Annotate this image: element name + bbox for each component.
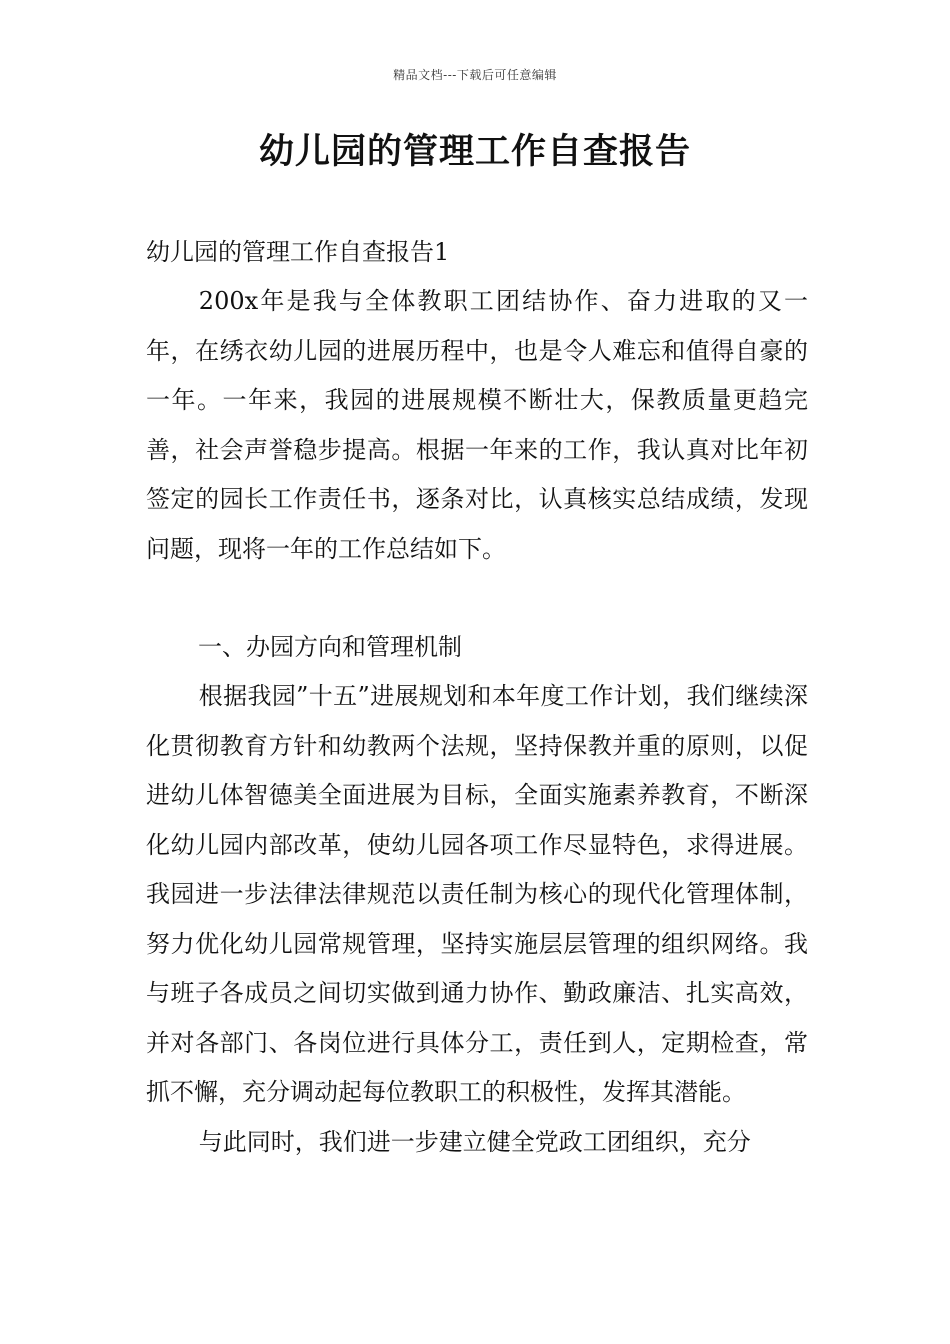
- section-heading-1: 一、办园方向和管理机制: [198, 633, 462, 661]
- section1-paragraph-2: 与此同时，我们进一步建立健全党政工团组织，充分: [198, 1127, 751, 1156]
- intro-paragraph: 200x年是我与全体教职工团结协作、奋力进取的又一年，在绣衣幼儿园的进展历程中，也是令人难忘和值得自豪的一年。一年来，我园的进展规模不断壮大，保教质量更趋完善，社会声誉稳步提高。根据一年来的工作，我认真对比年初签定的园长工作责任书，逐条对比，认真核实总结成绩，发现问题，现将一年的工作总结如下。: [146, 287, 808, 563]
- paragraph-gap: [146, 574, 808, 623]
- header-note: 精品文档---下载后可任意编辑: [393, 68, 557, 82]
- document-body: [146, 228, 808, 1167]
- document-title: 幼儿园的管理工作自查报告: [258, 131, 691, 172]
- report-subtitle: 幼儿园的管理工作自查报告1: [146, 238, 450, 266]
- section1-paragraph-1: 根据我园”十五”进展规划和本年度工作计划，我们继续深化贯彻教育方针和幼教两个法规，坚持保教并重的原则，以促进幼儿体智德美全面进展为目标，全面实施素养教育，不断深化幼儿园内部改革，使幼儿园各项工作尽显特色，求得进展。我园进一步法律法律规范以责任制为核心的现代化管理体制，努力优化幼儿园常规管理，坚持实施层层管理的组织网络。我与班子各成员之间切实做到通力协作、勤政廉洁、扎实高效，并对各部门、各岗位进行具体分工，责任到人，定期检查，常抓不懈，充分调动起每位教职工的积极性，发挥其潜能。: [146, 682, 808, 1106]
